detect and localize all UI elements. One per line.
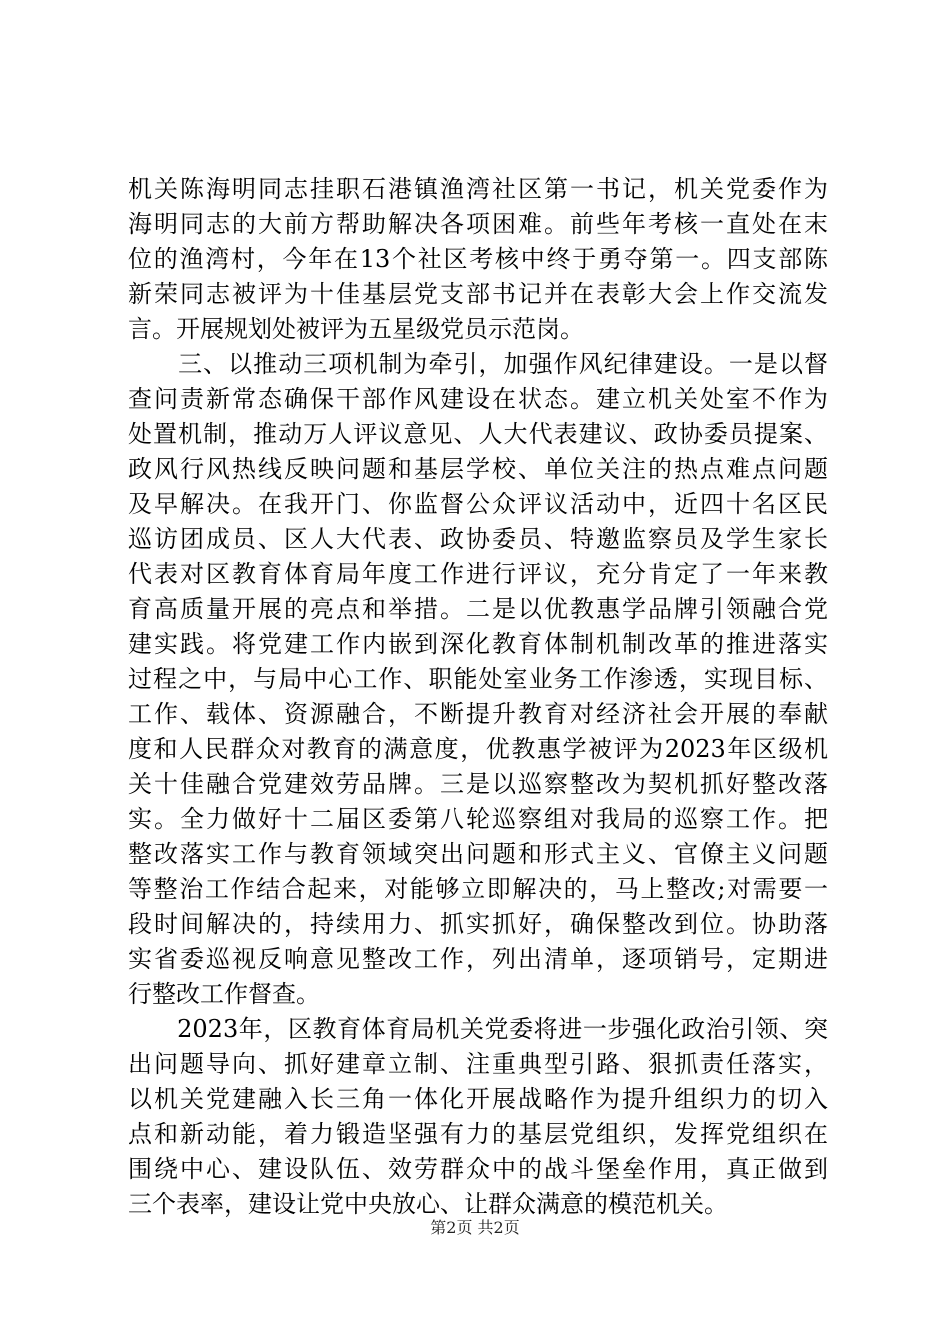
text-line: 言。开展规划处被评为五星级党员示范岗。 <box>128 315 584 343</box>
text-line: 出问题导向、抓好建章立制、注重典型引路、狠抓责任落实， <box>128 1050 828 1078</box>
text-line: 三、以推动三项机制为牵引，加强作风纪律建设。一是以督 <box>128 350 828 378</box>
text-line: 工作、载体、资源融合，不断提升教育对经济社会开展的奉献 <box>128 700 828 728</box>
text-line: 代表对区教育体育局年度工作进行评议，充分肯定了一年来教 <box>128 560 828 588</box>
text-line: 等整治工作结合起来，对能够立即解决的，马上整改;对需要一 <box>128 875 828 903</box>
text-line: 过程之中，与局中心工作、职能处室业务工作渗透，实现目标、 <box>128 665 828 693</box>
text-line: 新荣同志被评为十佳基层党支部书记并在表彰大会上作交流发 <box>128 280 828 308</box>
text-line: 育高质量开展的亮点和举措。二是以优教惠学品牌引领融合党 <box>128 595 828 623</box>
text-line: 处置机制，推动万人评议意见、人大代表建议、政协委员提案、 <box>128 420 828 448</box>
text-line: 实省委巡视反响意见整改工作，列出清单，逐项销号，定期进 <box>128 945 828 973</box>
document-body <box>128 172 828 1222</box>
text-line: 及早解决。在我开门、你监督公众评议活动中，近四十名区民 <box>128 490 828 518</box>
text-line: 以机关党建融入长三角一体化开展战略作为提升组织力的切入 <box>128 1085 828 1113</box>
text-line: 关十佳融合党建效劳品牌。三是以巡察整改为契机抓好整改落 <box>128 770 828 798</box>
page-footer: 第2页 共2页 <box>430 1218 520 1237</box>
text-line: 建实践。将党建工作内嵌到深化教育体制机制改革的推进落实 <box>128 630 828 658</box>
text-line: 海明同志的大前方帮助解决各项困难。前些年考核一直处在末 <box>128 210 828 238</box>
text-line: 位的渔湾村，今年在13个社区考核中终于勇夺第一。四支部陈 <box>128 245 828 273</box>
text-line: 机关陈海明同志挂职石港镇渔湾社区第一书记，机关党委作为 <box>128 175 828 203</box>
text-line: 段时间解决的，持续用力、抓实抓好，确保整改到位。协助落 <box>128 910 828 938</box>
text-line: 度和人民群众对教育的满意度，优教惠学被评为2023年区级机 <box>128 735 828 763</box>
text-line: 2023年，区教育体育局机关党委将进一步强化政治引领、突 <box>128 1015 828 1043</box>
text-line: 政风行风热线反映问题和基层学校、单位关注的热点难点问题 <box>128 455 828 483</box>
text-line: 巡访团成员、区人大代表、政协委员、特邀监察员及学生家长 <box>128 525 828 553</box>
text-line: 实。全力做好十二届区委第八轮巡察组对我局的巡察工作。把 <box>128 805 828 833</box>
text-line: 行整改工作督查。 <box>128 980 320 1008</box>
text-line: 整改落实工作与教育领域突出问题和形式主义、官僚主义问题 <box>128 840 828 868</box>
text-line: 三个表率，建设让党中央放心、让群众满意的模范机关。 <box>128 1190 728 1218</box>
text-line: 查问责新常态确保干部作风建设在状态。建立机关处室不作为 <box>128 385 828 413</box>
text-line: 围绕中心、建设队伍、效劳群众中的战斗堡垒作用，真正做到 <box>128 1155 828 1183</box>
text-line: 点和新动能，着力锻造坚强有力的基层党组织，发挥党组织在 <box>128 1120 828 1148</box>
